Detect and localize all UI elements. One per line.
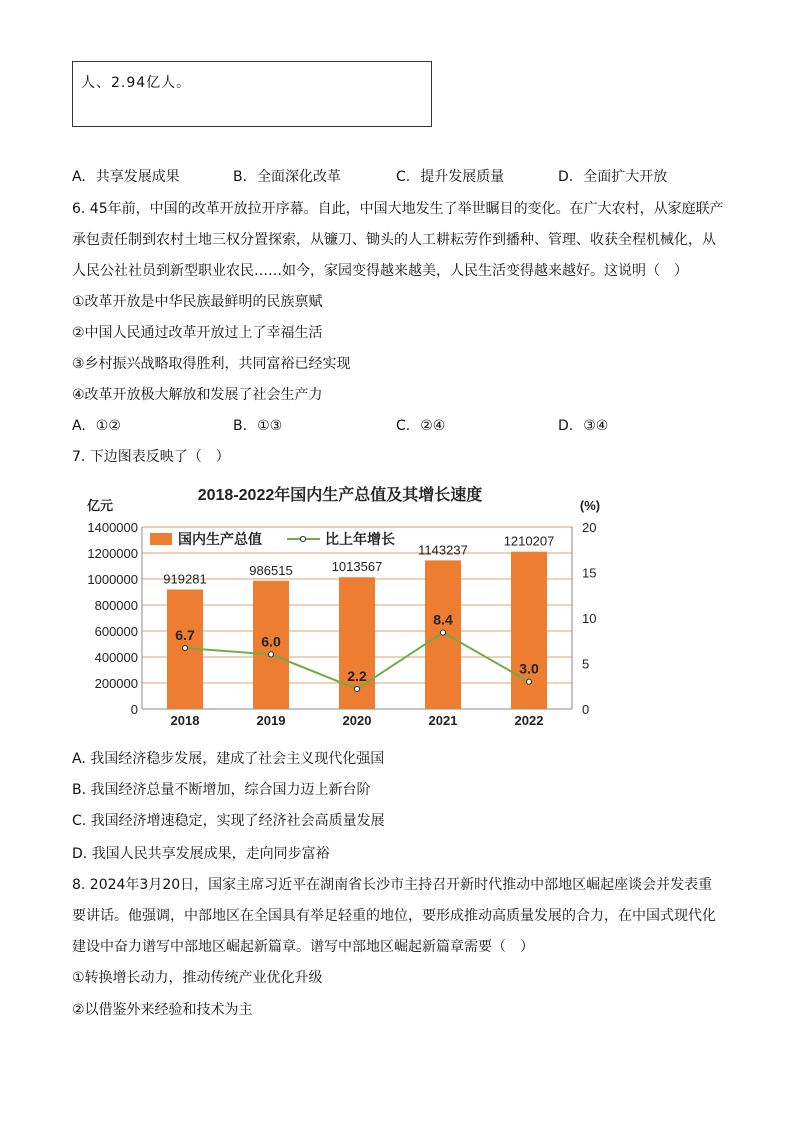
q5-option-d[interactable]: D. 全面扩大开放 xyxy=(558,169,668,185)
y-left-tick-label: 400000 xyxy=(94,650,138,665)
growth-label: 2.2 xyxy=(347,667,367,684)
y-left-label: 亿元 xyxy=(86,498,114,513)
q7-option-a[interactable]: A. 我国经济稳步发展，建成了社会主义现代化强国 xyxy=(72,751,385,767)
y-right-tick-label: 15 xyxy=(582,565,597,581)
q8-statement-1: ①转换增长动力，推动传统产业优化升级 xyxy=(72,970,323,986)
growth-point xyxy=(440,630,445,635)
y-left-tick-label: 1200000 xyxy=(87,546,138,561)
q6-option-d[interactable]: D. ③④ xyxy=(558,418,609,434)
growth-label: 8.4 xyxy=(433,611,453,628)
q5-option-a[interactable]: A. 共享发展成果 xyxy=(72,169,180,185)
q8-stem-line-1: 8. 2024年3月20日，国家主席习近平在湖南省长沙市主持召开新时代推动中部地区崛起座谈会并发表重 xyxy=(72,877,713,893)
x-tick-label: 2019 xyxy=(256,713,286,728)
y-left-tick-label: 800000 xyxy=(94,598,138,613)
y-right-tick-label: 0 xyxy=(582,702,590,717)
y-right-tick-label: 20 xyxy=(582,520,597,535)
growth-point xyxy=(354,686,359,691)
gdp-bar-label: 1210207 xyxy=(503,533,555,549)
gdp-bar-label: 986515 xyxy=(249,562,293,578)
q7-stem: 7. 下边图表反映了（ ） xyxy=(72,449,230,465)
q6-option-b[interactable]: B. ①③ xyxy=(233,418,283,434)
x-tick-label: 2018 xyxy=(170,713,200,728)
y-left-tick-label: 0 xyxy=(130,702,138,717)
y-left-tick-label: 1000000 xyxy=(87,572,138,587)
q6-option-c[interactable]: C. ②④ xyxy=(396,418,446,434)
q6-statement-3: ③乡村振兴战略取得胜利，共同富裕已经实现 xyxy=(72,356,351,372)
x-tick-label: 2020 xyxy=(342,713,372,728)
q8-stem-line-3: 建设中奋力谱写中部地区崛起新篇章。谱写中部地区崛起新篇章需要（ ） xyxy=(72,939,534,955)
q7-option-b[interactable]: B. 我国经济总量不断增加，综合国力迈上新台阶 xyxy=(72,782,371,798)
answer-box xyxy=(72,61,432,127)
q6-statement-1: ①改革开放是中华民族最鲜明的民族禀赋 xyxy=(72,294,323,310)
y-right-tick-label: 10 xyxy=(582,611,597,626)
q6-stem-line-1: 6. 45年前，中国的改革开放拉开序幕。自此，中国大地发生了举世瞩目的变化。在广大农村，从家庭联产 xyxy=(72,201,724,217)
chart-title: 2018-2022年国内生产总值及其增长速度 xyxy=(197,487,483,504)
y-left-tick-label: 200000 xyxy=(94,676,138,691)
legend-swatch-gdp xyxy=(150,533,172,545)
gdp-bar-label: 919281 xyxy=(163,571,207,587)
x-tick-label: 2021 xyxy=(428,713,458,728)
legend-marker-growth xyxy=(300,536,305,541)
q6-stem-line-3: 人民公社社员到新型职业农民……如今，家园变得越来越美，人民生活变得越来越好。这说明（ ） xyxy=(72,263,688,279)
box-text: 人、2.94亿人。 xyxy=(81,75,192,91)
growth-label: 3.0 xyxy=(519,660,539,677)
q6-option-a[interactable]: A. ①② xyxy=(72,418,121,434)
y-left-tick-label: 1400000 xyxy=(87,520,138,535)
q6-statement-2: ②中国人民通过改革开放过上了幸福生活 xyxy=(72,325,323,341)
y-right-tick-label: 5 xyxy=(582,656,590,672)
growth-point xyxy=(268,652,273,657)
growth-label: 6.0 xyxy=(261,633,281,650)
growth-point xyxy=(526,679,531,684)
q7-option-c[interactable]: C. 我国经济增速稳定，实现了经济社会高质量发展 xyxy=(72,813,385,829)
q8-stem-line-2: 要讲话。他强调，中部地区在全国具有举足轻重的地位，要形成推动高质量发展的合力，在中国式现代化 xyxy=(72,908,716,924)
q5-option-b[interactable]: B. 全面深化改革 xyxy=(233,169,342,185)
growth-point xyxy=(182,645,187,650)
q6-statement-4: ④改革开放极大解放和发展了社会生产力 xyxy=(72,387,323,403)
q5-option-c[interactable]: C. 提升发展质量 xyxy=(396,169,505,185)
legend-label-growth: 比上年增长 xyxy=(325,531,395,547)
legend-label-gdp: 国内生产总值 xyxy=(178,531,262,547)
gdp-chart xyxy=(70,478,610,730)
gdp-bar-label: 1013567 xyxy=(331,559,383,575)
q8-statement-2: ②以借鉴外来经验和技术为主 xyxy=(72,1002,253,1018)
q7-option-d[interactable]: D. 我国人民共享发展成果，走向同步富裕 xyxy=(72,846,330,862)
y-right-label: (%) xyxy=(579,498,601,513)
q6-stem-line-2: 承包责任制到农村土地三权分置探索，从镰刀、锄头的人工耕耘劳作到播种、管理、收获全程机械化，从 xyxy=(72,232,716,248)
gdp-bar-label: 1143237 xyxy=(418,542,468,558)
growth-label: 6.7 xyxy=(175,627,195,644)
x-tick-label: 2022 xyxy=(514,713,544,728)
gdp-bar xyxy=(511,552,547,709)
y-left-tick-label: 600000 xyxy=(94,624,138,639)
